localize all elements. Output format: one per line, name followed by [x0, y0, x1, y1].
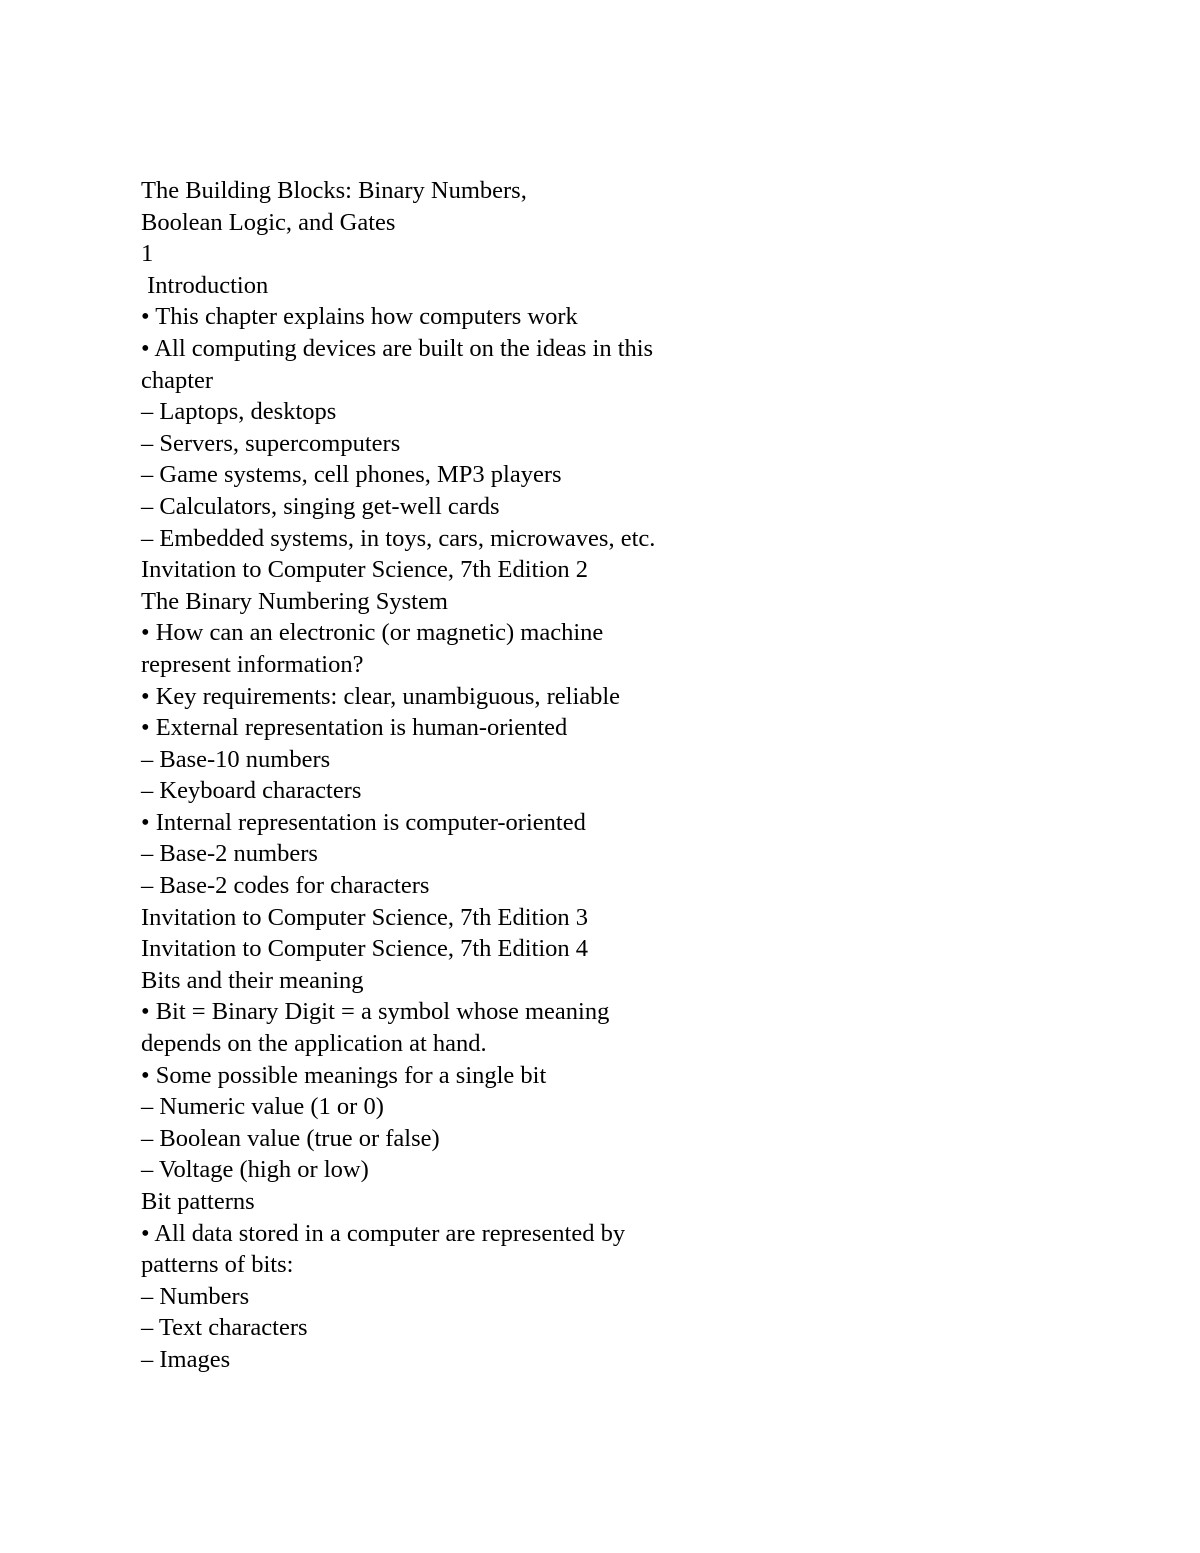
bullet-continuation: represent information?: [141, 650, 364, 678]
sub-bullet-item: – Numeric value (1 or 0): [141, 1093, 384, 1121]
doc-title-line-2: Boolean Logic, and Gates: [141, 208, 396, 236]
bullet-item: • All data stored in a computer are represented by: [141, 1219, 626, 1247]
slide-number: 1: [141, 240, 154, 268]
sub-bullet-item: – Calculators, singing get-well cards: [141, 492, 500, 520]
bullet-item: • How can an electronic (or magnetic) machine: [141, 619, 604, 647]
section-heading: Bit patterns: [141, 1188, 255, 1215]
sub-bullet-item: – Servers, supercomputers: [141, 429, 401, 457]
sub-bullet-item: – Keyboard characters: [141, 777, 362, 805]
section-heading: The Binary Numbering System: [141, 587, 448, 615]
sub-bullet-item: – Embedded systems, in toys, cars, microwaves, etc.: [141, 524, 656, 552]
slide-footer: Invitation to Computer Science, 7th Edition 3: [141, 903, 589, 931]
section-heading: Introduction: [141, 271, 269, 299]
sub-bullet-item: – Base-2 numbers: [141, 840, 318, 868]
slide-footer: Invitation to Computer Science, 7th Edition 4: [141, 935, 589, 963]
sub-bullet-item: – Laptops, desktops: [141, 398, 337, 426]
bullet-item: • All computing devices are built on the ideas in this: [141, 334, 654, 362]
document-text: [141, 175, 1041, 1376]
sub-bullet-item: – Base-10 numbers: [141, 745, 331, 773]
bullet-item: • Key requirements: clear, unambiguous, reliable: [141, 682, 621, 710]
doc-title-line-1: The Building Blocks: Binary Numbers,: [141, 177, 527, 204]
sub-bullet-item: – Boolean value (true or false): [141, 1124, 440, 1152]
sub-bullet-item: – Game systems, cell phones, MP3 players: [141, 461, 562, 489]
bullet-continuation: chapter: [141, 366, 214, 394]
bullet-item: • Bit = Binary Digit = a symbol whose meaning: [141, 998, 610, 1026]
sub-bullet-item: – Numbers: [141, 1282, 250, 1310]
bullet-item: • This chapter explains how computers work: [141, 303, 578, 331]
bullet-item: • Some possible meanings for a single bit: [141, 1061, 547, 1089]
section-heading: Bits and their meaning: [141, 966, 364, 994]
bullet-item: • Internal representation is computer-oriented: [141, 808, 586, 836]
slide-footer: Invitation to Computer Science, 7th Edition 2: [141, 556, 589, 584]
bullet-continuation: patterns of bits:: [141, 1251, 294, 1279]
bullet-continuation: depends on the application at hand.: [141, 1030, 487, 1058]
bullet-item: • External representation is human-oriented: [141, 714, 568, 742]
sub-bullet-item: – Base-2 codes for characters: [141, 872, 430, 900]
sub-bullet-item: – Voltage (high or low): [141, 1156, 369, 1184]
sub-bullet-item: – Text characters: [141, 1314, 308, 1342]
sub-bullet-item: – Images: [141, 1345, 231, 1373]
